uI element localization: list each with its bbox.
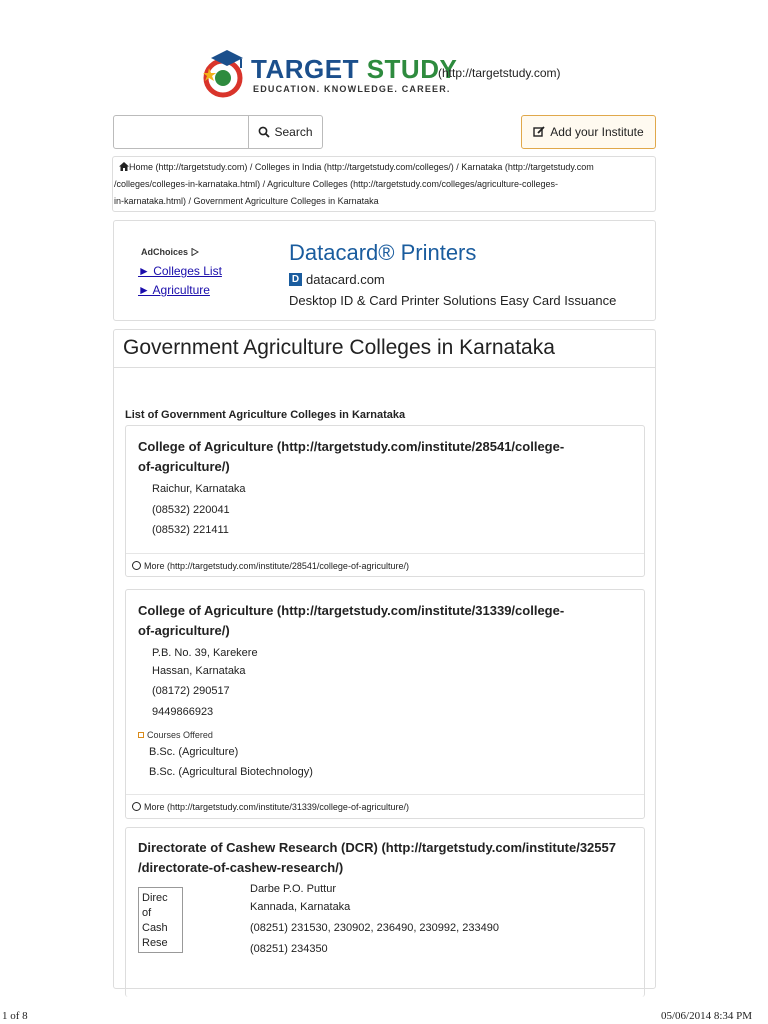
add-institute-label: Add your Institute (550, 125, 644, 139)
adchoices-icon (191, 248, 199, 256)
breadcrumb (112, 156, 656, 212)
home-icon (119, 162, 129, 171)
college-card (125, 425, 645, 577)
institute-image-placeholder[interactable]: Direc of Cash Rese (138, 887, 183, 953)
ad-description: Desktop ID & Card Printer Solutions Easy Card Issuance (289, 293, 617, 308)
ad-domain[interactable]: D datacard.com (289, 272, 385, 287)
college-name-link[interactable]: Directorate of Cashew Research (DCR) (http://targetstudy.com/institute/32557 /directorate-of-cashew-research/) (138, 840, 616, 875)
more-link[interactable]: More (http://targetstudy.com/institute/31339/college-of-agriculture/) (126, 794, 644, 818)
courses-icon (138, 732, 144, 738)
college-phone: (08251) 231530, 230902, 236490, 230992, 233490 (250, 922, 499, 934)
search-icon (258, 126, 270, 138)
site-url[interactable]: (http://targetstudy.com) (438, 66, 561, 80)
courses-offered-label: Courses Offered (138, 730, 213, 740)
college-card (125, 589, 645, 819)
target-study-logo-icon (203, 46, 247, 100)
college-phone: (08172) 290517 (152, 685, 230, 697)
search-button[interactable] (248, 115, 323, 149)
college-phone: (08251) 234350 (250, 943, 328, 955)
college-phone: 9449866923 (152, 706, 214, 718)
college-address: Raichur, Karnataka (152, 483, 246, 495)
course-item: B.Sc. (Agriculture) (149, 746, 239, 758)
logo-title: TARGET STUDY (251, 54, 458, 84)
more-link[interactable]: More (http://targetstudy.com/institute/28541/college-of-agriculture/) (126, 553, 644, 577)
main-panel (113, 329, 656, 989)
search-button-label: Search (274, 125, 313, 139)
main-title-bar (114, 330, 655, 368)
ad-title[interactable]: Datacard® Printers (289, 240, 477, 265)
college-address: P.B. No. 39, Karekere (152, 647, 258, 659)
page-title: Government Agriculture Colleges in Karnataka (123, 336, 555, 359)
college-address: Hassan, Karnataka (152, 665, 246, 677)
college-card (125, 827, 645, 997)
ad-link-agriculture[interactable]: ► Agriculture (138, 283, 210, 297)
ad-link-colleges-list[interactable]: ► Colleges List (138, 264, 222, 278)
datacard-logo-icon: D (289, 273, 302, 286)
college-name-link[interactable]: College of Agriculture (http://targetstudy.com/institute/28541/college- of-agriculture/) (138, 439, 565, 474)
clock-icon (132, 802, 141, 811)
breadcrumb-line-2[interactable]: /colleges/colleges-in-karnataka.html) / Agriculture Colleges (http://targetstudy.com/colleges/agriculture-colleges- (114, 179, 559, 189)
breadcrumb-line-3[interactable]: in-karnataka.html) / Government Agriculture Colleges in Karnataka (114, 196, 379, 206)
college-phone: (08532) 221411 (152, 524, 229, 536)
page-number: 1 of 8 (2, 1010, 28, 1022)
list-heading: List of Government Agriculture Colleges in Karnataka (125, 409, 406, 421)
search-input[interactable] (113, 115, 249, 149)
search-bar (113, 115, 323, 149)
college-address: Darbe P.O. Puttur (250, 883, 337, 895)
ad-banner (113, 220, 656, 321)
breadcrumb-line-1[interactable]: Home (http://targetstudy.com) / Colleges in India (http://targetstudy.com/colleges/) / Karnataka (http://targetstudy.com (117, 159, 655, 176)
edit-icon (533, 126, 545, 138)
logo-tagline: EDUCATION. KNOWLEDGE. CAREER. (253, 84, 451, 94)
course-item: B.Sc. (Agricultural Biotechnology) (149, 766, 313, 778)
print-datetime: 05/06/2014 8:34 PM (661, 1010, 753, 1022)
college-phone: (08532) 220041 (152, 504, 230, 516)
site-header (203, 42, 583, 102)
college-address: Kannada, Karnataka (250, 901, 351, 913)
adchoices-label[interactable]: AdChoices (141, 247, 199, 257)
clock-icon (132, 561, 141, 570)
add-institute-button[interactable] (521, 115, 656, 149)
college-name-link[interactable]: College of Agriculture (http://targetstudy.com/institute/31339/college- of-agriculture/) (138, 603, 565, 638)
